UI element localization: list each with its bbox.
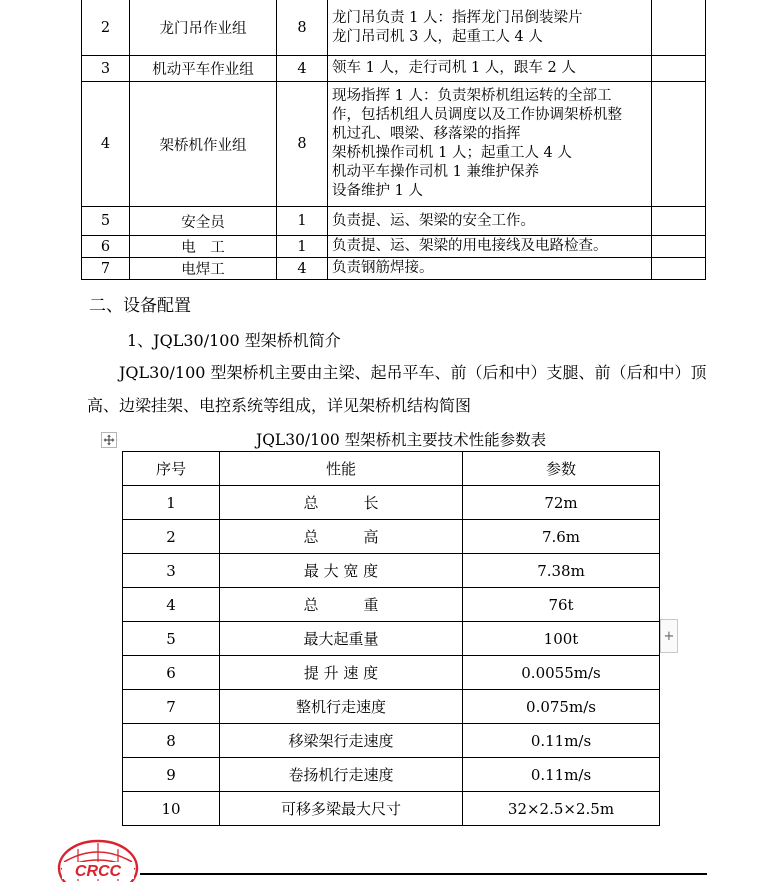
staff-table bbox=[81, 0, 706, 280]
table-row bbox=[123, 758, 660, 792]
row-number: 5 bbox=[82, 207, 130, 236]
paragraph-line: JQL30/100 型架桥机主要由主梁、起吊平车、前（后和中）支腿、前（后和中）顶 bbox=[119, 363, 707, 382]
property-name: 提 升 速 度 bbox=[220, 656, 463, 690]
duty-description: 现场指挥 1 人：负责架桥机组运转的全部工 作，包括机组人员调度以及工作协调架桥机整 机过孔、喂梁、移落梁的指挥 架桥机操作司机 1 人；起重工人 4 人 机动平车操作司机 1 兼维护保养 设备维护 1 人 bbox=[328, 82, 652, 207]
duty-description: 领车 1 人，走行司机 1 人，跟车 2 人 bbox=[328, 56, 652, 82]
remark-cell bbox=[652, 258, 706, 280]
staff-count: 8 bbox=[277, 82, 328, 207]
column-header: 参数 bbox=[463, 452, 660, 486]
row-number: 10 bbox=[123, 792, 220, 826]
table-row bbox=[82, 82, 706, 207]
crcc-logo bbox=[56, 838, 140, 882]
staff-count: 1 bbox=[277, 207, 328, 236]
table-header-row bbox=[123, 452, 660, 486]
table-row bbox=[82, 236, 706, 258]
parameter-table bbox=[122, 451, 660, 826]
table-row bbox=[123, 520, 660, 554]
property-value: 0.11m/s bbox=[463, 724, 660, 758]
property-name: 最大起重量 bbox=[220, 622, 463, 656]
table-move-handle-icon[interactable] bbox=[101, 432, 117, 448]
table-row bbox=[82, 56, 706, 82]
property-name: 最 大 宽 度 bbox=[220, 554, 463, 588]
table-row bbox=[123, 588, 660, 622]
paragraph-line: 高、边梁挂架、电控系统等组成，详见架桥机结构简图 bbox=[87, 396, 472, 415]
property-value: 0.0055m/s bbox=[463, 656, 660, 690]
group-name: 架桥机作业组 bbox=[130, 82, 277, 207]
row-number: 7 bbox=[82, 258, 130, 280]
column-header: 序号 bbox=[123, 452, 220, 486]
row-number: 5 bbox=[123, 622, 220, 656]
property-name: 移梁架行走速度 bbox=[220, 724, 463, 758]
staff-count: 4 bbox=[277, 56, 328, 82]
svg-text:CRCC: CRCC bbox=[74, 863, 122, 880]
column-header: 性能 bbox=[220, 452, 463, 486]
row-number: 4 bbox=[82, 82, 130, 207]
table-row bbox=[123, 486, 660, 520]
table-row bbox=[123, 792, 660, 826]
row-number: 3 bbox=[123, 554, 220, 588]
property-value: 0.075m/s bbox=[463, 690, 660, 724]
remark-cell bbox=[652, 236, 706, 258]
table-row bbox=[82, 0, 706, 56]
row-number: 6 bbox=[82, 236, 130, 258]
row-number: 9 bbox=[123, 758, 220, 792]
group-name: 安全员 bbox=[130, 207, 277, 236]
remark-cell bbox=[652, 207, 706, 236]
duty-description: 负责提、运、架梁的用电接线及电路检查。 bbox=[328, 236, 652, 258]
row-number: 2 bbox=[123, 520, 220, 554]
staff-count: 8 bbox=[277, 0, 328, 56]
add-row-button[interactable]: + bbox=[660, 619, 678, 653]
duty-description: 负责钢筋焊接。 bbox=[328, 258, 652, 280]
property-value: 72m bbox=[463, 486, 660, 520]
row-number: 8 bbox=[123, 724, 220, 758]
group-name: 电 工 bbox=[130, 236, 277, 258]
property-name: 整机行走速度 bbox=[220, 690, 463, 724]
group-name: 电焊工 bbox=[130, 258, 277, 280]
staff-count: 1 bbox=[277, 236, 328, 258]
property-value: 0.11m/s bbox=[463, 758, 660, 792]
table-row bbox=[123, 724, 660, 758]
footer-rule bbox=[140, 873, 707, 875]
table-row bbox=[82, 207, 706, 236]
remark-cell bbox=[652, 0, 706, 56]
row-number: 6 bbox=[123, 656, 220, 690]
table-caption: JQL30/100 型架桥机主要技术性能参数表 bbox=[256, 431, 547, 449]
row-number: 4 bbox=[123, 588, 220, 622]
staff-count: 4 bbox=[277, 258, 328, 280]
remark-cell bbox=[652, 56, 706, 82]
property-value: 76t bbox=[463, 588, 660, 622]
section-heading: 二、设备配置 bbox=[89, 296, 191, 316]
property-value: 7.6m bbox=[463, 520, 660, 554]
property-name: 可移多梁最大尺寸 bbox=[220, 792, 463, 826]
remark-cell bbox=[652, 82, 706, 207]
table-row bbox=[82, 258, 706, 280]
row-number: 2 bbox=[82, 0, 130, 56]
property-value: 7.38m bbox=[463, 554, 660, 588]
property-name: 总 高 bbox=[220, 520, 463, 554]
property-name: 卷扬机行走速度 bbox=[220, 758, 463, 792]
duty-description: 负责提、运、架梁的安全工作。 bbox=[328, 207, 652, 236]
property-name: 总 长 bbox=[220, 486, 463, 520]
row-number: 7 bbox=[123, 690, 220, 724]
row-number: 3 bbox=[82, 56, 130, 82]
table-row bbox=[123, 690, 660, 724]
property-value: 32×2.5×2.5m bbox=[463, 792, 660, 826]
table-row bbox=[123, 656, 660, 690]
row-number: 1 bbox=[123, 486, 220, 520]
group-name: 龙门吊作业组 bbox=[130, 0, 277, 56]
subsection-heading: 1、JQL30/100 型架桥机简介 bbox=[127, 331, 341, 350]
duty-description: 龙门吊负责 1 人：指挥龙门吊倒装梁片 龙门吊司机 3 人，起重工人 4 人 bbox=[328, 0, 652, 56]
group-name: 机动平车作业组 bbox=[130, 56, 277, 82]
property-name: 总 重 bbox=[220, 588, 463, 622]
table-row bbox=[123, 554, 660, 588]
property-value: 100t bbox=[463, 622, 660, 656]
table-row bbox=[123, 622, 660, 656]
